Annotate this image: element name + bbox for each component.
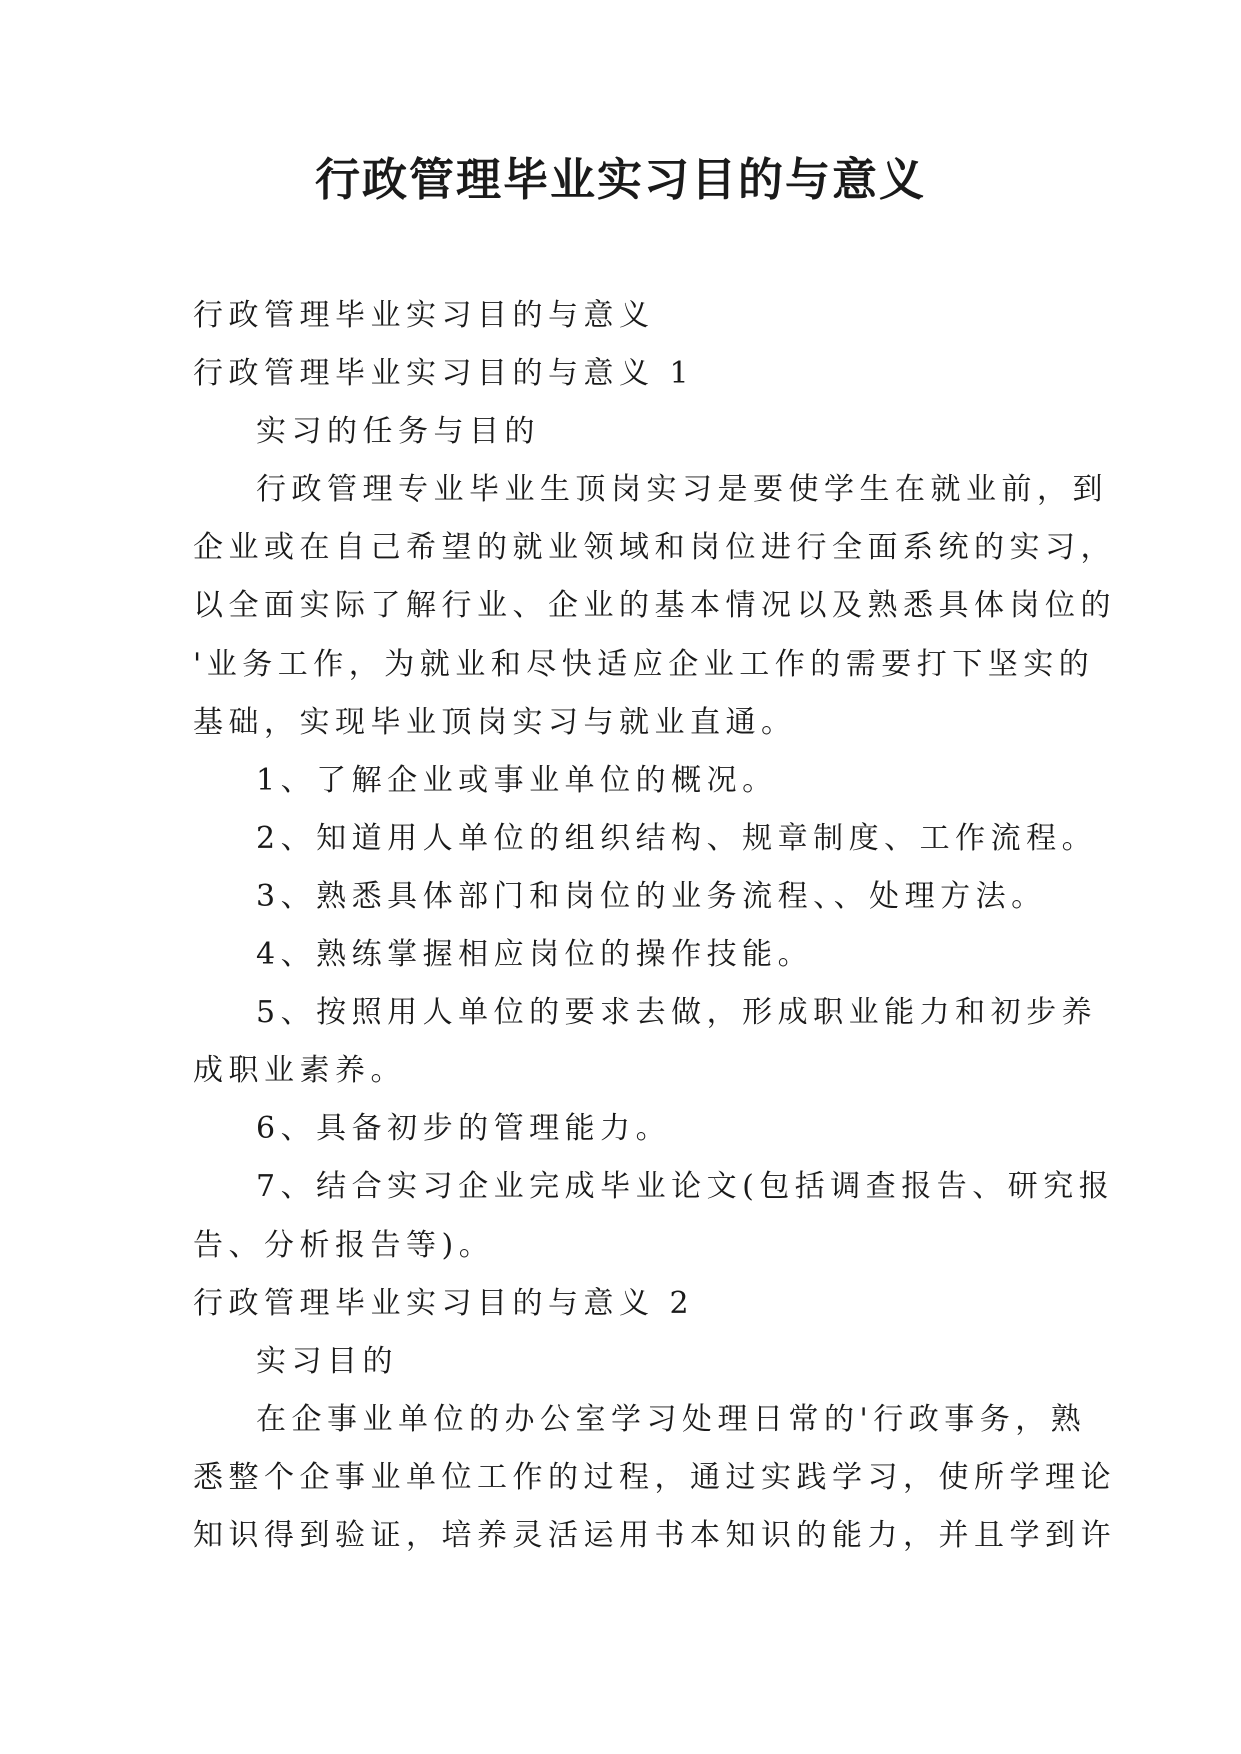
section-heading-2: 行政管理毕业实习目的与意义 2 xyxy=(193,1285,695,1321)
list-item-5: 5、按照用人单位的要求去做，形成职业能力和初步养 xyxy=(256,995,1098,1031)
list-item-7: 7、结合实习企业完成毕业论文(包括调查报告、研究报 xyxy=(256,1169,1115,1205)
list-item-2: 2、知道用人单位的组织结构、规章制度、工作流程。 xyxy=(256,820,1098,856)
document-body xyxy=(193,287,1116,1565)
subheading-purpose: 实习目的 xyxy=(256,1343,398,1379)
paragraph-line: 悉整个企事业单位工作的过程，通过实践学习，使所学理论 xyxy=(193,1459,1116,1495)
list-item-6: 6、具备初步的管理能力。 xyxy=(256,1111,672,1147)
paragraph-line: 基础，实现毕业顶岗实习与就业直通。 xyxy=(193,704,797,740)
paragraph-line: '业务工作，为就业和尽快适应企业工作的需要打下坚实的 xyxy=(193,646,1095,682)
list-item-5-continued: 成职业素养。 xyxy=(193,1053,406,1089)
paragraph-line: 在企事业单位的办公室学习处理日常的'行政事务，熟 xyxy=(256,1401,1087,1437)
list-item-1: 1、了解企业或事业单位的概况。 xyxy=(256,762,778,798)
paragraph-line: 企业或在自己希望的就业领域和岗位进行全面系统的实习， xyxy=(193,530,1116,566)
section-heading-1: 行政管理毕业实习目的与意义 1 xyxy=(193,356,695,392)
paragraph-line: 行政管理专业毕业生顶岗实习是要使学生在就业前，到 xyxy=(256,472,1108,508)
subtitle-line: 行政管理毕业实习目的与意义 xyxy=(193,298,655,333)
paragraph-line: 以全面实际了解行业、企业的基本情况以及熟悉具体岗位的 xyxy=(193,588,1116,624)
paragraph-line: 知识得到验证，培养灵活运用书本知识的能力，并且学到许 xyxy=(193,1517,1116,1553)
list-item-4: 4、熟练掌握相应岗位的操作技能。 xyxy=(256,937,814,973)
list-item-7-continued: 告、分析报告等)。 xyxy=(193,1227,495,1263)
document-title: 行政管理毕业实习目的与意义 xyxy=(314,153,926,206)
list-item-3: 3、熟悉具体部门和岗位的业务流程、、处理方法。 xyxy=(256,878,1047,914)
subheading-task-purpose: 实习的任务与目的 xyxy=(256,414,540,450)
